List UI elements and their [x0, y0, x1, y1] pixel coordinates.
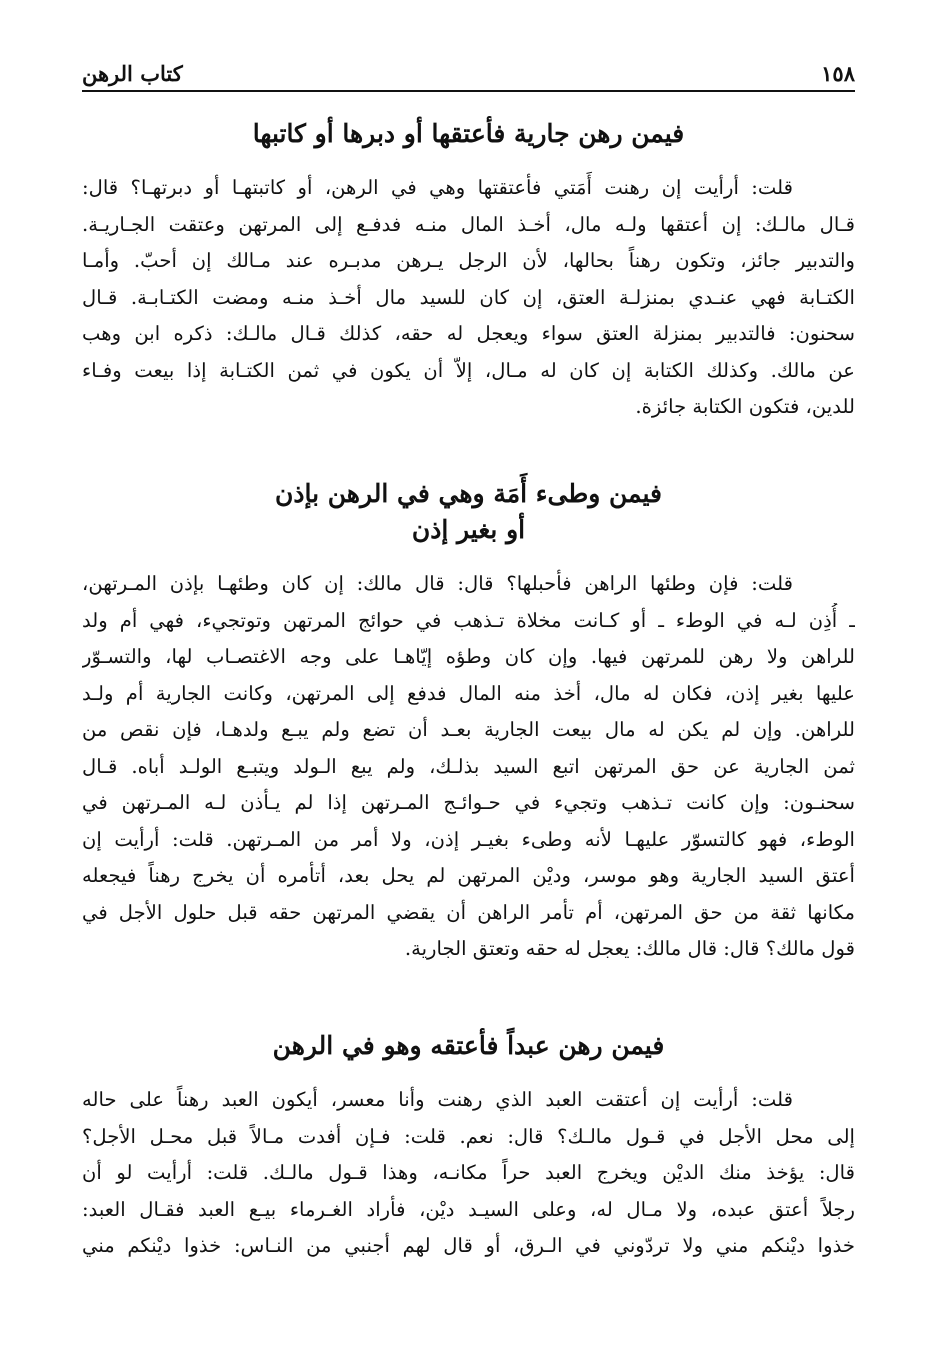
text-line: قول مالك؟ قال: قال مالك: يعجل له حقه وتعتق الجارية. [404, 937, 855, 960]
text-line: عن مالك. وكذلك الكتابة إن كان له مـال، إلاّ أن يكون في ثمن الكتـابة إذا بيعت وفـاء [82, 358, 855, 382]
section-heading-1 [82, 116, 855, 152]
text-line: قال: يؤخذ منك الديْن ويخرج العبد حراً مكانـه، وهذا قـول مالـك. قلت: أرأيت لو أن [82, 1161, 855, 1184]
text-line: رجلاً أعتق عبده، ولا مـال له، وعلى السيـد ديْن، فأراد الغـرماء بيـع العبد فقـال العبد: [82, 1197, 855, 1221]
text-line: سحنـون: وإن كانت تـذهب وتجيء في حـوائـج المـرتهن إذا لم يـأذن لـه المـرتهن في [82, 791, 855, 814]
section-body-2 [82, 566, 855, 968]
section-body-3 [82, 1082, 855, 1265]
text-line: خذوا ديْنكم مني ولا تردّوني في الـرق، أو قال لهم أجنبي من النـاس: خذوا ديْنكم مني [82, 1234, 855, 1257]
text-line: للراهن ولا رهن للمرتهن فيها. وإن كان وطؤه إيّاهـا على وجه الاغتصـاب لها، والتسـوّر [82, 645, 855, 668]
text-line: أعتق السيد الجارية وهو موسر، وديْن المرتهن لم يحل بعد، أتأمره أن يخرج رهناً فيجعله [82, 864, 855, 887]
heading-line: فيمن رهن عبداً فأعتقه وهو في الرهن [272, 1031, 665, 1060]
text-line: قلت: أرأيت إن رهنت أَمَتي فأعتقتها وهي في الرهن، أو كاتبتهـا أو دبرتهـا؟ قال: [82, 176, 793, 199]
book-title: كتاب الرهن [82, 61, 183, 86]
text-line: للدين، فتكون الكتابة جائزة. [635, 395, 855, 418]
heading-line: فيمن رهن جارية فأعتقها أو دبرها أو كاتبها [252, 119, 685, 148]
page-number: ١٥٨ [821, 61, 855, 86]
heading-line: أو بغير إذن [411, 515, 526, 544]
text-line: الوطء، فهو كالتسوّر عليهـا لأنه وطىء بغيـر إذن، ولا أمر من المـرتهن. قلت: أرأيت إن [82, 827, 855, 851]
text-line: ـ أُذِن لـه في الوطء ـ أو كـانت مخلاة تـذهب في حوائج المرتهن وتوتجيء، فهي أم ولد [82, 608, 855, 632]
text-line: قـال مالـك: إن أعتقها ولـه مال، أخـذ المال منـه فدفـع إلى المرتهن وعتقت الجـاريـة. [82, 212, 855, 236]
section-body-1 [82, 170, 855, 426]
text-line: إلى محل الأجل في قـول مالـك؟ قال: نعم. قلت: فـإن أفدت مـالاً قبل محـل الأجل؟ [82, 1124, 855, 1148]
text-line: عليها بغير إذن، فكان له مال، أخذ منه المال فدفع إلى المرتهن، وكانت الجارية أم ولـد [82, 681, 855, 705]
text-line: الكتـابة فهي عنـدي بمنزلـة العتق، إن كان للسيد مال أخـذ منـه ومضت الكتـابـة. قـال [82, 285, 855, 309]
section-heading-2 [82, 476, 855, 548]
text-line: قلت: فإن وطئها الراهن فأحبلها؟ قال: قال مالك: إن كان وطئهـا بإذن المـرتهن، [82, 572, 793, 595]
text-line: مكانها ثقة من حق المرتهن، أم تأمر الراهن أن يقضي المرتهن حقه قبل حلول الأجل في [82, 900, 855, 924]
text-line: للراهن. وإن لم يكن له مال بيعت الجارية بعـد أن تضع ولم يبـع ولدهـا، فإن نقص من [82, 718, 855, 741]
text-line: ثمن الجارية عن حق المرتهن اتبع السيد بذلـك، ولم يبع الـولد ويتبـع الولـد أباه. قـال [82, 754, 855, 778]
heading-line: فيمن وطىء أَمَة وهي في الرهن بإذن [274, 479, 663, 508]
text-line: قلت: أرأيت إن أعتقت العبد الذي رهنت وأنا معسر، أيكون العبد رهناً على حاله [82, 1088, 793, 1111]
section-heading-3 [82, 1028, 855, 1064]
page-header [82, 58, 855, 92]
text-line: سحنون: فالتدبير بمنزلة العتق سواء ويعجل له حقه، كذلك قـال مالـك: ذكره ابن وهب [82, 322, 855, 345]
text-line: والتدبير جائز، وتكون رهناً بحالها، لأن الرجل يـرهن مدبـره عند مـالك إن أحبّ. وأمـا [82, 249, 855, 272]
